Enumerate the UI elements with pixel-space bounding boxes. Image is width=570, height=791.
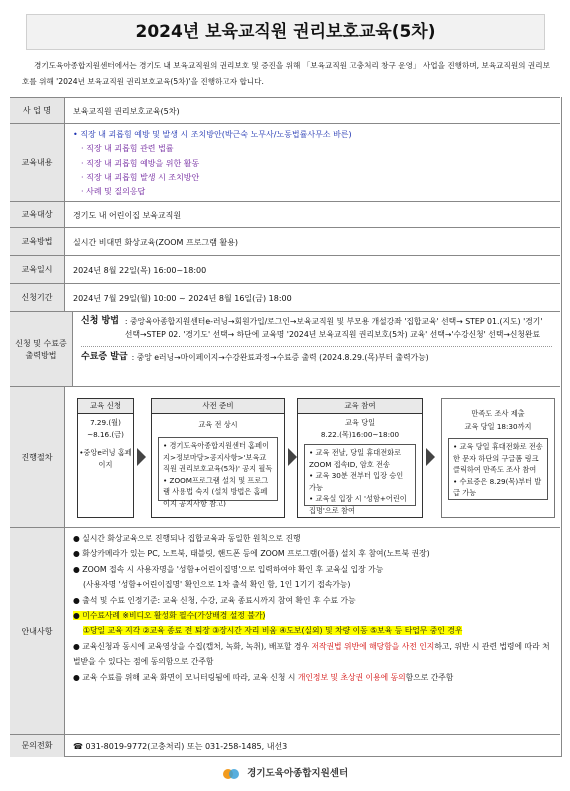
step-join-item: • 교육 전날, 당일 휴대전화로 ZOOM 접속ID, 암호 전송 (309, 448, 402, 469)
label-process: 진행절차 (10, 387, 65, 528)
label-apply: 신청 및 수료증 출력방법 (10, 312, 73, 387)
footer-logo (0, 765, 570, 782)
label-date: 교육일시 (10, 256, 65, 284)
value-apply (73, 312, 560, 387)
arrow-icon (426, 448, 435, 466)
note-item: ● 출석 및 수료 인정기준: 교육 신청, 수강, 교육 종료시까지 참여 확인 후 수료 가능 (73, 595, 356, 605)
value-contact: ☎ 031-8019-9772(고충처리) 또는 031-258-1485, 내선3 (73, 741, 288, 751)
step-prep-head: 사전 준비 (152, 399, 284, 414)
row-method (10, 227, 560, 256)
step-prep-item: • ZOOM프로그램 설치 및 프로그램 사용법 숙지 (설치 방법은 홈페이지 공지사항 참고) (163, 475, 269, 508)
label-notes: 안내사항 (10, 528, 65, 735)
row-content (10, 123, 560, 202)
label-target: 교육대상 (10, 202, 65, 228)
step-prep-sub: 교육 전 상시 (198, 420, 238, 429)
content-item: · 직장 내 괴롭힘 관련 법률 (81, 144, 174, 154)
step-survey-item: • 수료증은 8.29(목)부터 발급 가능 (453, 476, 542, 497)
note-highlight: ①당일 교육 지각 ②교육 종료 전 퇴장 ③장시간 자리 비움 ④도보(실외) 및 차량 이동 ⑤보육 등 타업무 중인 경우 (83, 626, 463, 636)
step-join-time: 8.22.(목)16:00~18:00 (320, 430, 400, 439)
footer-org-name: 경기도육아종합지원센터 (247, 768, 349, 779)
note-text: ● 교육신청과 동시에 교육영상을 수집(캡처, 녹화, 녹취), 배포할 경우 (73, 641, 312, 651)
step-prep-box (151, 398, 285, 518)
label-period: 신청기간 (10, 284, 65, 312)
step-apply-date: 7.29.(월) ~8.16.(금) (87, 418, 124, 439)
value-target: 경기도 내 어린이집 보육교직원 (73, 210, 182, 220)
page-title: 2024년 보육교직원 권리보호교육(5차) (26, 14, 545, 50)
content-main: • 직장 내 괴롭힘 예방 및 발생 시 조치방안(박근숙 노무사/노동법률사무소 바른) (73, 130, 352, 139)
note-warning: 개인정보 및 초상권 이용에 동의 (297, 672, 406, 682)
cert-text: : 중앙 e러닝→마이페이지→수강완료과정→수료증 출력 (2024.8.29.(목)부터 출력가능) (131, 353, 429, 362)
value-content (65, 124, 560, 202)
value-date: 2024년 8월 22일(목) 16:00~18:00 (73, 265, 207, 275)
note-item: ● ZOOM 접속 시 사용자명을 '성함+어린이집명'으로 입력하여야 확인 후 교육실 입장 가능 (73, 564, 384, 574)
step-join-head: 교육 참여 (298, 399, 422, 414)
label-method: 교육방법 (10, 228, 65, 256)
step-apply-box (77, 398, 134, 518)
step-survey-head: 만족도 조사 제출 (471, 409, 525, 418)
step-join-item: • 교육실 입장 시 '성함+어린이집명'으로 참여 (309, 494, 407, 515)
note-text: 하고, 위반 시 관련 법령에 따라 처벌받을 수 있다는 점에 동의함으로 간주함 (73, 641, 550, 667)
value-notes (65, 528, 560, 735)
value-period: 2024년 7월 29일(월) 10:00 ~ 2024년 8월 16일(금) 18:00 (73, 293, 292, 303)
row-notes (10, 527, 560, 735)
note-item: (사용자명 '성함+어린이집명' 확인으로 1차 출석 확인 함, 1인 1기기 접속가능) (83, 580, 351, 590)
row-apply (10, 311, 560, 387)
logo-icon (222, 766, 240, 782)
label-content: 교육내용 (10, 124, 65, 202)
step-survey-item: • 교육 당일 휴대전화로 전송한 문자 하단의 구글폼 링크 클릭하여 만족도 조사 참여 (453, 442, 543, 474)
value-method: 실시간 비대면 화상교육(ZOOM 프로그램 활용) (73, 237, 239, 247)
step-join-sub: 교육 당일 (344, 418, 376, 427)
row-period (10, 283, 560, 312)
step-prep-item: • 경기도육아종합지원센터 홈페이지>정보마당>공지사항>'보육교직원 권리보호교육(5차)' 공지 필독 (163, 441, 273, 473)
row-contact (10, 734, 560, 757)
value-project: 보육교직원 권리보호교육(5차) (73, 106, 180, 116)
row-target (10, 201, 560, 228)
note-text: 함으로 간주함 (405, 672, 454, 682)
content-item: · 직장 내 괴롭힘 발생 시 조치방안 (81, 172, 200, 182)
label-contact: 문의전화 (10, 735, 65, 757)
step-survey-sub: 교육 당일 18:30까지 (464, 422, 532, 431)
step-survey-box (441, 398, 555, 518)
note-item: ● 화상카메라가 있는 PC, 노트북, 태블릿, 핸드폰 등에 ZOOM 프로그램(어플) 설치 후 참여(노트북 권장) (73, 549, 430, 559)
arrow-icon (288, 448, 297, 466)
arrow-icon (137, 448, 146, 466)
step-join-item: • 교육 30분 전부터 입장 승인 가능 (309, 471, 404, 492)
note-item: ● 실시간 화상교육으로 진행되나 집합교육과 동일한 원칙으로 진행 (73, 534, 301, 543)
row-project (10, 97, 560, 124)
row-date (10, 255, 560, 284)
note-warning: 저작권법 위반에 해당함을 사전 인지 (311, 641, 435, 651)
content-item: · 직장 내 괴롭힘 예방을 위한 활동 (81, 158, 200, 168)
note-text: ● 교육 수료를 위해 교육 화면이 모니터링됨에 따라, 교육 신청 시 (73, 672, 298, 682)
note-highlight: ● 미수료사례 ※비디오 활성화 필수(가상배경 설정 불가) (73, 611, 266, 621)
apply-method-title: 신청 방법 (81, 316, 119, 326)
content-item: · 사례 및 질의응답 (81, 187, 146, 197)
label-project: 사 업 명 (10, 98, 65, 124)
step-apply-body: •중앙e러닝 홈페이지 (79, 448, 132, 469)
apply-method-text: : 중앙육아종합지원센터e-러닝→회원가입/로그인→보육교직원 및 부모용 개설강좌 '집합교육' 선택→ STEP 01.(지도) '경기' 선택→STEP 02. '경기도' 선택→ 하단에 교육명 '2024년 보육교직원 권리보호(5차) 교육' 선택→'수강신청' 선택→신청완료 (124, 317, 543, 339)
cert-title: 수료증 발급 (81, 352, 128, 362)
step-apply-head: 교육 신청 (78, 399, 133, 414)
step-join-box (297, 398, 423, 518)
intro-text: 경기도육아종합지원센터에서는 경기도 내 보육교직원의 권리보호 및 증진을 위해 「보육교직원 고충처리 창구 운영」 사업을 진행하며, 보육교직원의 권리보호를 위해 '2024년 보육교직원 권리보호교육(5차)'을 진행하고자 합니다. (22, 61, 550, 86)
